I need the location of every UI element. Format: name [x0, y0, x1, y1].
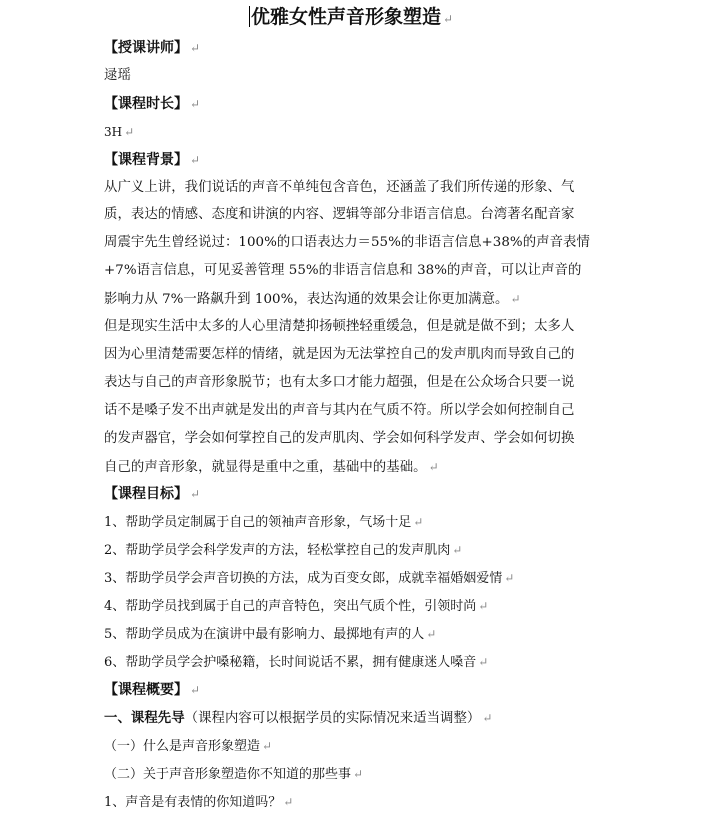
outline-part1-line: [104, 708, 492, 729]
background-line-end: [104, 457, 439, 478]
background-line: 表达与自己的声音形象脱节；也有太多口才能力超强，但是在公众场合只要一说: [104, 375, 575, 390]
goal-item: [104, 540, 462, 561]
paragraph-mark-icon: ↵: [262, 739, 273, 753]
paragraph-mark-icon: ↵: [428, 460, 439, 474]
outline-part1-note: （课程内容可以根据学员的实际情况来适当调整）: [184, 711, 481, 726]
paragraph-mark-icon: ↵: [190, 153, 201, 167]
background-line: 质，表达的情感、态度和讲演的内容、逻辑等部分非语言信息。台湾著名配音家: [104, 207, 575, 222]
instructor-name: 逯瑶: [104, 68, 131, 83]
text-cursor: [249, 6, 250, 27]
paragraph-mark-icon: ↵: [426, 627, 437, 641]
paragraph-mark-icon: ↵: [413, 515, 424, 529]
outline-heading-line: [104, 680, 200, 700]
background-heading-line: [104, 150, 200, 170]
instructor-name-line: [104, 66, 131, 86]
goal-item: [104, 568, 514, 589]
paragraph-mark-icon: ↵: [452, 543, 463, 557]
goal-item: [104, 596, 488, 617]
paragraph-mark-icon: ↵: [190, 683, 201, 697]
paragraph-mark-icon: ↵: [442, 12, 454, 26]
goal-text: 4、帮助学员找到属于自己的声音特色，突出气质个性，引领时尚: [104, 599, 477, 614]
background-line: 因为心里清楚需要怎样的情绪，就是因为无法掌控自己的发声肌肉而导致自己的: [104, 347, 575, 362]
duration-value-line: [104, 122, 134, 142]
paragraph-mark-icon: ↵: [283, 795, 294, 809]
background-line: 自己的声音形象，就显得是重中之重，基础中的基础。: [104, 460, 427, 475]
goals-heading: 【课程目标】: [104, 486, 188, 502]
background-heading: 【课程背景】: [104, 152, 188, 168]
paragraph-mark-icon: ↵: [478, 599, 489, 613]
background-line: +7%语言信息，可见妥善管理 55%的非语言信息和 38%的声音，可以让声音的: [104, 263, 582, 278]
paragraph-mark-icon: ↵: [478, 655, 489, 669]
paragraph-mark-icon: ↵: [190, 97, 201, 111]
goal-item: [104, 652, 488, 673]
paragraph-mark-icon: ↵: [353, 767, 364, 781]
goal-item: [104, 624, 436, 645]
document-title-line: [0, 4, 702, 32]
goal-item: [104, 512, 423, 533]
instructor-heading: 【授课讲师】: [104, 40, 188, 56]
duration-heading-line: [104, 94, 200, 114]
outline-sub2: （二）关于声音形象塑造你不知道的那些事: [104, 767, 352, 782]
paragraph-mark-icon: ↵: [190, 487, 201, 501]
background-line: 从广义上讲，我们说话的声音不单纯包含音色，还涵盖了我们所传递的形象、气: [104, 180, 575, 195]
goal-text: 1、帮助学员定制属于自己的领袖声音形象，气场十足: [104, 515, 412, 530]
outline-item1-line: [104, 792, 293, 813]
background-line: 的发声器官，学会如何掌控自己的发声肌肉、学会如何科学发声、学会如何切换: [104, 431, 575, 446]
background-line: 周震宇先生曾经说过：100%的口语表达力＝55%的非语言信息+38%的声音表情: [104, 235, 590, 250]
outline-sub2-line: [104, 764, 363, 785]
duration-heading: 【课程时长】: [104, 96, 188, 112]
document-title: 优雅女性声音形象塑造: [250, 6, 441, 28]
paragraph-mark-icon: ↵: [504, 571, 515, 585]
outline-part1-label: 一、课程先导: [104, 710, 185, 726]
goal-text: 6、帮助学员学会护嗓秘籍，长时间说话不累，拥有健康迷人嗓音: [104, 655, 477, 670]
outline-heading: 【课程概要】: [104, 682, 188, 698]
background-line-end: [104, 289, 521, 310]
goal-text: 5、帮助学员成为在演讲中最有影响力、最掷地有声的人: [104, 627, 425, 642]
background-line: 话不是嗓子发不出声就是发出的声音与其内在气质不符。所以学会如何控制自己: [104, 403, 575, 418]
outline-sub1: （一）什么是声音形象塑造: [104, 739, 261, 754]
paragraph-mark-icon: ↵: [124, 125, 135, 139]
goal-text: 2、帮助学员学会科学发声的方法，轻松掌控自己的发声肌肉: [104, 543, 451, 558]
background-line: 影响力从 7%一路飙升到 100%，表达沟通的效果会让你更加满意。: [104, 292, 509, 307]
instructor-heading-line: [104, 38, 200, 58]
duration-value: 3H: [104, 125, 123, 139]
goal-text: 3、帮助学员学会声音切换的方法，成为百变女郎，成就幸福婚姻爱情: [104, 571, 503, 586]
goals-heading-line: [104, 484, 200, 504]
outline-item1: 1、声音是有表情的你知道吗？: [104, 795, 282, 810]
background-line: 但是现实生活中太多的人心里清楚抑扬顿挫轻重缓急，但是就是做不到；太多人: [104, 319, 575, 334]
paragraph-mark-icon: ↵: [510, 292, 521, 306]
outline-sub1-line: [104, 736, 272, 757]
paragraph-mark-icon: ↵: [190, 41, 201, 55]
paragraph-mark-icon: ↵: [482, 711, 493, 725]
